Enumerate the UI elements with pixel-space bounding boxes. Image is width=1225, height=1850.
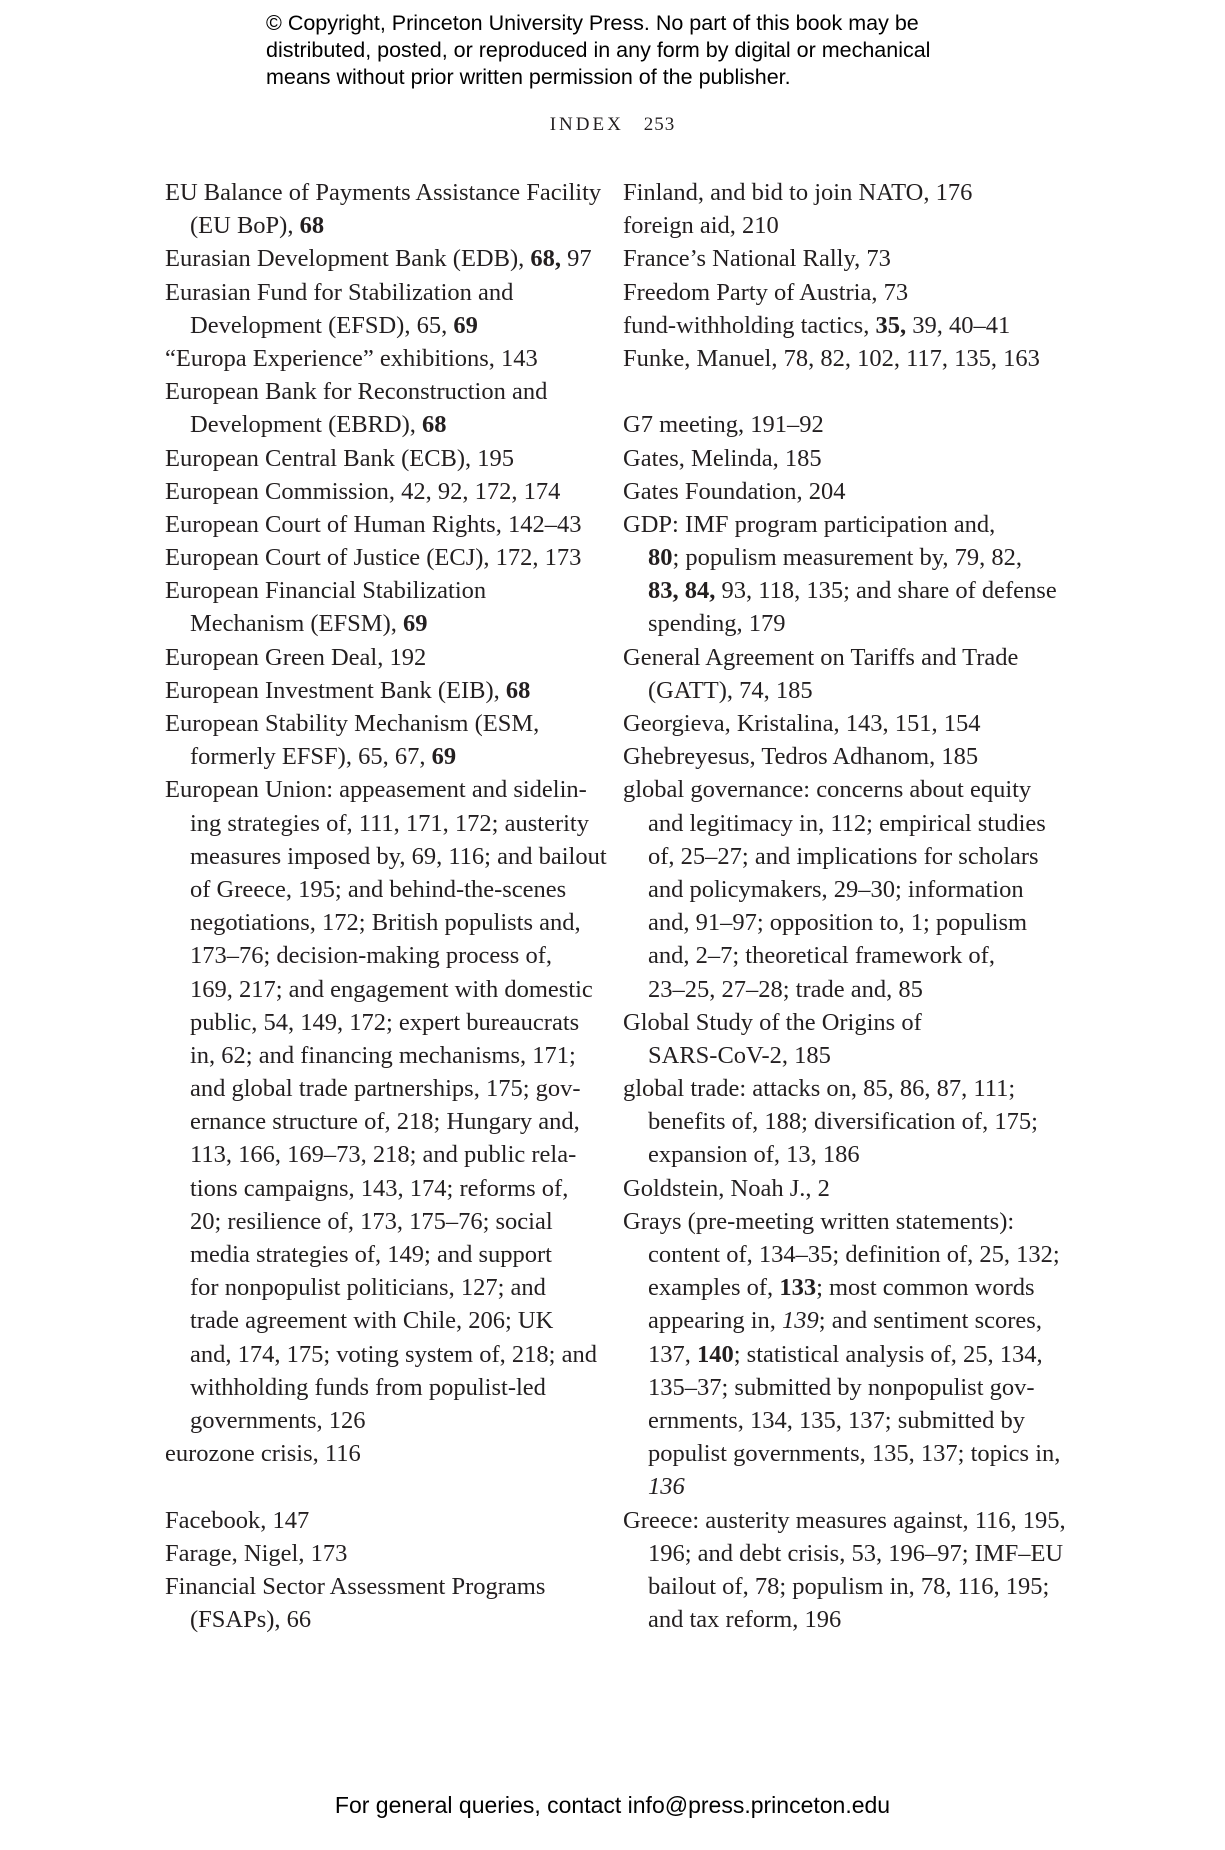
index-entry-text: for nonpopulist politicians, 127; and (190, 1274, 546, 1302)
index-entry-line (623, 209, 1043, 242)
index-entry-line (623, 707, 1043, 740)
index-entry-line (623, 442, 1043, 475)
index-entry-text: European Court of Justice (ECJ), 172, 173 (165, 544, 582, 572)
index-entry-text: and, 174, 175; voting system of, 218; and (190, 1340, 597, 1368)
index-entry-line (623, 1172, 1043, 1205)
index-entry-line (165, 1537, 585, 1570)
index-locator-bold: 83, 84, (648, 577, 716, 605)
index-entry-text: Goldstein, Noah J., 2 (623, 1174, 830, 1202)
index-entry-text: Georgieva, Kristalina, 143, 151, 154 (623, 710, 981, 737)
index-entry-line (165, 773, 585, 806)
index-entry-continuation (165, 1039, 585, 1072)
index-entry-line (165, 641, 585, 674)
index-entry-text: of Greece, 195; and behind-the-scenes (190, 875, 567, 903)
index-entry-text: Facebook, 147 (165, 1506, 310, 1534)
index-entry-text: Eurasian Development Bank (EDB), (165, 245, 531, 273)
index-entry-line (623, 408, 1043, 441)
index-entry-text: ; statistical analysis of, 25, 134, (733, 1340, 1043, 1368)
index-entry-text: Funke, Manuel, 78, 82, 102, 117, 135, 163 (623, 344, 1040, 372)
index-entry-text: European Investment Bank (EIB), (165, 676, 506, 704)
index-entry-line (165, 508, 585, 541)
index-entry-continuation (165, 1271, 585, 1304)
index-entry-line (165, 375, 585, 408)
index-entry-text: spending, 179 (648, 610, 786, 638)
index-entry-text: 196; and debt crisis, 53, 196–97; IMF–EU (648, 1539, 1064, 1567)
index-entry-text: Development (EFSD), 65, (190, 311, 454, 339)
index-entry-continuation (623, 1570, 1050, 1603)
index-entry-text: 39, 40–41 (906, 311, 1011, 339)
index-entry-text: 135–37; submitted by nonpopulist gov- (648, 1373, 1035, 1401)
index-entry-continuation (165, 840, 607, 873)
copyright-notice (266, 10, 1026, 91)
index-entry-continuation (165, 1072, 585, 1105)
index-entry-text: media strategies of, 149; and support (190, 1241, 552, 1268)
index-entry-continuation (165, 1205, 585, 1238)
index-entry-text: global governance: concerns about equity (623, 776, 1032, 804)
index-entry-text: European Commission, 42, 92, 172, 174 (165, 477, 561, 505)
index-entry-text: SARS-CoV-2, 185 (648, 1041, 831, 1069)
index-locator-bold: 140 (697, 1340, 734, 1368)
index-entry-continuation (623, 1470, 1043, 1503)
index-entry-line (165, 1437, 585, 1470)
index-entry-line (165, 574, 585, 607)
index-locator-bold: 68, (530, 245, 561, 273)
index-entry-text: European Union: appeasement and sidelin- (165, 776, 587, 804)
index-locator-bold: 69 (403, 610, 428, 638)
index-entry-text: Global Study of the Origins of (623, 1008, 922, 1036)
index-entry-text: of, 25–27; and implications for scholars (648, 842, 1039, 870)
index-entry-text: European Financial Stabilization (165, 577, 487, 605)
index-entry-continuation (623, 674, 1043, 707)
index-entry-continuation (623, 873, 1043, 906)
index-locator-italic: 136 (648, 1473, 685, 1501)
index-column-left (165, 176, 607, 1636)
index-entry-line (623, 176, 1043, 209)
index-entry-text: General Agreement on Tariffs and Trade (623, 643, 1019, 671)
index-entry-line (623, 1504, 1066, 1537)
index-entry-line (165, 541, 585, 574)
index-entry-text: (GATT), 74, 185 (648, 676, 813, 704)
copyright-line: © Copyright, Princeton University Press. No part of this book may be (266, 11, 919, 35)
index-entry-line (623, 242, 1043, 275)
index-entry-text: 97 (560, 245, 592, 273)
index-entry-continuation (623, 574, 1057, 607)
index-entry-text: ernments, 134, 135, 137; submitted by (648, 1406, 1025, 1434)
index-entry-line (623, 475, 1043, 508)
index-entry-line (165, 276, 585, 309)
index-entry-continuation (623, 607, 1043, 640)
index-entry-continuation (165, 1105, 585, 1138)
index-entry-continuation (623, 1105, 1043, 1138)
index-entry-text: fund-withholding tactics, (623, 311, 876, 339)
index-entry-continuation (623, 1039, 1043, 1072)
index-entry-continuation (623, 906, 1043, 939)
index-entry-line (623, 342, 1043, 375)
index-entry-continuation (165, 1338, 597, 1371)
index-entry-text: European Green Deal, 192 (165, 643, 427, 671)
index-entry-text: and legitimacy in, 112; empirical studies (648, 809, 1046, 837)
index-letter-break (623, 375, 1043, 408)
index-entry-text: Eurasian Fund for Stabilization and (165, 278, 514, 306)
index-entry-continuation (165, 939, 585, 972)
index-entry-continuation (623, 1238, 1060, 1271)
index-entry-continuation (165, 1304, 585, 1337)
index-entry-text: G7 meeting, 191–92 (623, 411, 824, 439)
index-entry-line (623, 1072, 1043, 1105)
index-entry-text: Gates, Melinda, 185 (623, 444, 822, 472)
index-entry-text: governments, 126 (190, 1406, 366, 1434)
index-entry-continuation (623, 1338, 1043, 1371)
index-entry-line (165, 242, 592, 275)
index-entry-continuation (165, 1404, 585, 1437)
index-entry-continuation (623, 1304, 1043, 1337)
index-entry-text: examples of, (648, 1274, 780, 1302)
index-entry-text: 137, (648, 1340, 697, 1368)
index-entry-text: and policymakers, 29–30; information (648, 875, 1024, 903)
index-entry-line (165, 475, 585, 508)
index-entry-text: measures imposed by, 69, 116; and bailout (190, 842, 607, 870)
index-entry-line (623, 740, 1043, 773)
index-entry-line (623, 309, 1043, 342)
index-entry-line (623, 1006, 1043, 1039)
index-entry-continuation (623, 1437, 1061, 1470)
index-entry-continuation (623, 1537, 1064, 1570)
index-entry-continuation (623, 840, 1043, 873)
index-locator-bold: 68 (505, 676, 531, 704)
index-entry-continuation (165, 408, 585, 441)
index-entry-continuation (623, 1371, 1043, 1404)
page-number: 253 (643, 114, 676, 135)
index-locator-bold: 68 (299, 212, 325, 240)
index-locator-bold: 69 (431, 743, 457, 771)
index-entry-text: “Europa Experience” exhibitions, 143 (165, 344, 538, 372)
index-entry-line (165, 1504, 585, 1537)
index-entry-text: 20; resilience of, 173, 175–76; social (190, 1207, 553, 1235)
index-entry-text: 113, 166, 169–73, 218; and public rela- (190, 1141, 577, 1169)
index-entry-text: EU Balance of Payments Assistance Facility (165, 179, 602, 206)
index-entry-continuation (165, 807, 589, 840)
index-entry-continuation (165, 1138, 585, 1171)
index-entry-continuation (165, 1603, 585, 1636)
index-entry-text: expansion of, 13, 186 (648, 1141, 860, 1169)
index-entry-continuation (165, 309, 585, 342)
footer-contact: For general queries, contact info@press.princeton.edu (334, 1792, 891, 1818)
index-entry-text: eurozone crisis, 116 (165, 1440, 361, 1468)
index-entry-text: ing strategies of, 111, 171, 172; austerity (190, 809, 589, 837)
index-entry-text: ; populism measurement by, 79, 82, (672, 544, 1023, 572)
index-entry-text: (FSAPs), 66 (190, 1606, 312, 1634)
index-entry-text: negotiations, 172; British populists and, (190, 909, 581, 937)
index-entry-text: Finland, and bid to join NATO, 176 (623, 179, 973, 206)
index-entry-text: Gates Foundation, 204 (623, 477, 846, 505)
copyright-line: distributed, posted, or reproduced in any form by digital or mechanical (266, 38, 931, 62)
index-entry-continuation (165, 1172, 585, 1205)
index-entry-continuation (165, 1238, 585, 1271)
index-locator-bold: 133 (779, 1274, 817, 1302)
index-entry-continuation (165, 973, 593, 1006)
index-locator-bold: 80 (648, 544, 673, 572)
index-entry-text: GDP: IMF program participation and, (623, 510, 996, 538)
index-entry-text: foreign aid, 210 (623, 212, 779, 240)
index-entry-text: European Stability Mechanism (ESM, (165, 710, 540, 737)
copyright-line: means without prior written permission of the publisher. (266, 65, 791, 89)
index-entry-continuation (165, 740, 585, 773)
index-entry-text: Freedom Party of Austria, 73 (623, 278, 909, 306)
index-entry-text: formerly EFSF), 65, 67, (190, 743, 432, 771)
index-entry-text: 23–25, 27–28; trade and, 85 (648, 975, 923, 1003)
index-entry-continuation (165, 906, 585, 939)
index-entry-continuation (165, 209, 585, 242)
index-entry-line (623, 641, 1043, 674)
index-entry-text: ; most common words (816, 1274, 1035, 1302)
index-column-right (623, 176, 1066, 1636)
index-entry-text: and tax reform, 196 (648, 1606, 842, 1634)
index-entry-text: tions campaigns, 143, 174; reforms of, (190, 1174, 569, 1202)
index-entry-continuation (623, 807, 1046, 840)
index-entry-text: ernance structure of, 218; Hungary and, (190, 1108, 580, 1136)
index-entry-line (165, 176, 602, 209)
index-entry-continuation (623, 939, 1043, 972)
index-entry-line (623, 1205, 1043, 1238)
index-entry-continuation (165, 1006, 585, 1039)
running-head (0, 114, 1225, 136)
index-entry-text: and global trade partnerships, 175; gov- (190, 1075, 581, 1103)
index-entry-text: Grays (pre-meeting written statements): (623, 1207, 1015, 1235)
index-entry-text: and, 2–7; theoretical framework of, (648, 942, 995, 970)
index-entry-continuation (623, 541, 1043, 574)
index-entry-text: and, 91–97; opposition to, 1; populism (648, 909, 1028, 937)
index-entry-text: 173–76; decision-making process of, (190, 942, 552, 970)
index-entry-continuation (165, 873, 585, 906)
index-locator-bold: 35, (875, 311, 907, 339)
index-entry-text: Ghebreyesus, Tedros Adhanom, 185 (623, 743, 979, 771)
index-entry-continuation (165, 607, 585, 640)
index-entry-continuation (623, 1603, 1043, 1636)
index-entry-text: France’s National Rally, 73 (623, 245, 891, 273)
index-entry-line (165, 442, 585, 475)
index-entry-continuation (165, 1371, 585, 1404)
index-entry-text: trade agreement with Chile, 206; UK (190, 1307, 554, 1335)
index-entry-continuation (623, 1271, 1043, 1304)
index-entry-text: ; and sentiment scores, (818, 1307, 1042, 1335)
index-entry-text: Greece: austerity measures against, 116, 195, (623, 1506, 1066, 1534)
index-entry-text: Development (EBRD), (190, 411, 423, 439)
index-entry-text: European Court of Human Rights, 142–43 (165, 510, 582, 538)
running-head-label: INDEX (549, 114, 624, 135)
index-entry-line (165, 707, 585, 740)
index-entry-text: public, 54, 149, 172; expert bureaucrats (190, 1008, 580, 1036)
index-entry-line (623, 508, 1043, 541)
index-locator-italic: 139 (782, 1307, 819, 1335)
index-entry-line (623, 276, 1043, 309)
index-letter-break (165, 1470, 585, 1503)
index-entry-line (165, 342, 585, 375)
index-entry-text: 169, 217; and engagement with domestic (190, 975, 593, 1003)
index-entry-line (165, 674, 585, 707)
index-locator-bold: 69 (453, 311, 478, 339)
index-entry-text: European Bank for Reconstruction and (165, 378, 548, 406)
index-entry-text: (EU BoP), (190, 212, 300, 240)
index-entry-text: Farage, Nigel, 173 (165, 1539, 348, 1567)
index-entry-text: European Central Bank (ECB), 195 (165, 444, 515, 472)
index-entry-text: benefits of, 188; diversification of, 175; (648, 1108, 1038, 1136)
index-entry-text: Mechanism (EFSM), (190, 610, 403, 638)
index-entry-line (165, 1570, 585, 1603)
index-entry-text: content of, 134–35; definition of, 25, 132; (648, 1241, 1060, 1268)
index-entry-text: bailout of, 78; populism in, 78, 116, 195; (648, 1572, 1050, 1600)
index-entry-text: appearing in, (648, 1307, 783, 1335)
index-entry-text: global trade: attacks on, 85, 86, 87, 111; (623, 1075, 1016, 1103)
index-entry-continuation (623, 973, 1043, 1006)
index-locator-bold: 68 (422, 411, 447, 439)
index-entry-line (623, 773, 1043, 806)
index-entry-text: withholding funds from populist-led (190, 1373, 546, 1401)
index-entry-text: in, 62; and financing mechanisms, 171; (190, 1041, 576, 1069)
index-entry-continuation (623, 1404, 1043, 1437)
index-entry-text: populist governments, 135, 137; topics in, (648, 1440, 1061, 1468)
index-entry-text: 93, 118, 135; and share of defense (715, 577, 1057, 605)
index-entry-text: Financial Sector Assessment Programs (165, 1572, 546, 1600)
index-entry-continuation (623, 1138, 1043, 1171)
